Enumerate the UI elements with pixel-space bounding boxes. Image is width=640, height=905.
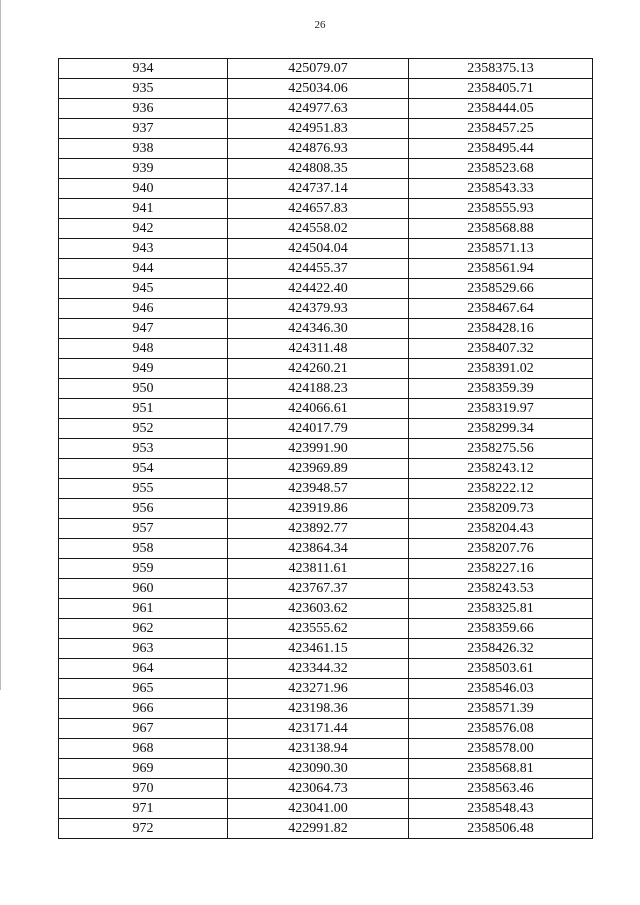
coordinates-table-body (59, 59, 593, 839)
x-coordinate-cell: 424346.30 (228, 319, 409, 339)
table-row (59, 199, 593, 219)
table-row (59, 479, 593, 499)
point-number-cell: 960 (59, 579, 228, 599)
y-coordinate-cell: 2358546.03 (409, 679, 593, 699)
point-number-cell: 942 (59, 219, 228, 239)
point-number-cell: 949 (59, 359, 228, 379)
y-coordinate-cell: 2358571.39 (409, 699, 593, 719)
point-number-cell: 941 (59, 199, 228, 219)
x-coordinate-cell: 423767.37 (228, 579, 409, 599)
point-number-cell: 955 (59, 479, 228, 499)
y-coordinate-cell: 2358359.39 (409, 379, 593, 399)
x-coordinate-cell: 423555.62 (228, 619, 409, 639)
x-coordinate-cell: 424422.40 (228, 279, 409, 299)
y-coordinate-cell: 2358571.13 (409, 239, 593, 259)
y-coordinate-cell: 2358243.12 (409, 459, 593, 479)
point-number-cell: 959 (59, 559, 228, 579)
table-row (59, 99, 593, 119)
table-row (59, 619, 593, 639)
x-coordinate-cell: 424737.14 (228, 179, 409, 199)
y-coordinate-cell: 2358275.56 (409, 439, 593, 459)
x-coordinate-cell: 423948.57 (228, 479, 409, 499)
point-number-cell: 953 (59, 439, 228, 459)
table-row (59, 119, 593, 139)
point-number-cell: 948 (59, 339, 228, 359)
point-number-cell: 944 (59, 259, 228, 279)
page-number: 26 (314, 19, 326, 31)
table-row (59, 799, 593, 819)
x-coordinate-cell: 423864.34 (228, 539, 409, 559)
y-coordinate-cell: 2358407.32 (409, 339, 593, 359)
x-coordinate-cell: 423461.15 (228, 639, 409, 659)
point-number-cell: 946 (59, 299, 228, 319)
y-coordinate-cell: 2358428.16 (409, 319, 593, 339)
x-coordinate-cell: 424017.79 (228, 419, 409, 439)
x-coordinate-cell: 424504.04 (228, 239, 409, 259)
point-number-cell: 937 (59, 119, 228, 139)
x-coordinate-cell: 424977.63 (228, 99, 409, 119)
point-number-cell: 954 (59, 459, 228, 479)
point-number-cell: 951 (59, 399, 228, 419)
y-coordinate-cell: 2358227.16 (409, 559, 593, 579)
point-number-cell: 964 (59, 659, 228, 679)
table-row (59, 79, 593, 99)
scan-edge-line (0, 0, 1, 690)
x-coordinate-cell: 425034.06 (228, 79, 409, 99)
table-row (59, 159, 593, 179)
x-coordinate-cell: 425079.07 (228, 59, 409, 79)
point-number-cell: 936 (59, 99, 228, 119)
table-row (59, 639, 593, 659)
table-row (59, 239, 593, 259)
x-coordinate-cell: 424066.61 (228, 399, 409, 419)
x-coordinate-cell: 424876.93 (228, 139, 409, 159)
x-coordinate-cell: 423892.77 (228, 519, 409, 539)
table-row (59, 459, 593, 479)
table-row (59, 779, 593, 799)
table-row (59, 279, 593, 299)
x-coordinate-cell: 424657.83 (228, 199, 409, 219)
table-row (59, 599, 593, 619)
table-row (59, 499, 593, 519)
y-coordinate-cell: 2358576.08 (409, 719, 593, 739)
point-number-cell: 943 (59, 239, 228, 259)
point-number-cell: 970 (59, 779, 228, 799)
table-row (59, 299, 593, 319)
point-number-cell: 969 (59, 759, 228, 779)
table-row (59, 319, 593, 339)
x-coordinate-cell: 424808.35 (228, 159, 409, 179)
x-coordinate-cell: 423991.90 (228, 439, 409, 459)
x-coordinate-cell: 423041.00 (228, 799, 409, 819)
y-coordinate-cell: 2358391.02 (409, 359, 593, 379)
coordinates-table (58, 58, 593, 839)
x-coordinate-cell: 422991.82 (228, 819, 409, 839)
y-coordinate-cell: 2358568.88 (409, 219, 593, 239)
point-number-cell: 968 (59, 739, 228, 759)
table-row (59, 519, 593, 539)
y-coordinate-cell: 2358467.64 (409, 299, 593, 319)
y-coordinate-cell: 2358319.97 (409, 399, 593, 419)
y-coordinate-cell: 2358495.44 (409, 139, 593, 159)
y-coordinate-cell: 2358444.05 (409, 99, 593, 119)
table-row (59, 739, 593, 759)
point-number-cell: 947 (59, 319, 228, 339)
table-row (59, 819, 593, 839)
y-coordinate-cell: 2358563.46 (409, 779, 593, 799)
table-row (59, 339, 593, 359)
point-number-cell: 934 (59, 59, 228, 79)
point-number-cell: 967 (59, 719, 228, 739)
y-coordinate-cell: 2358204.43 (409, 519, 593, 539)
point-number-cell: 957 (59, 519, 228, 539)
x-coordinate-cell: 424379.93 (228, 299, 409, 319)
point-number-cell: 963 (59, 639, 228, 659)
table-row (59, 419, 593, 439)
y-coordinate-cell: 2358375.13 (409, 59, 593, 79)
table-row (59, 659, 593, 679)
point-number-cell: 965 (59, 679, 228, 699)
point-number-cell: 950 (59, 379, 228, 399)
x-coordinate-cell: 423064.73 (228, 779, 409, 799)
x-coordinate-cell: 423811.61 (228, 559, 409, 579)
y-coordinate-cell: 2358555.93 (409, 199, 593, 219)
table-row (59, 579, 593, 599)
x-coordinate-cell: 423171.44 (228, 719, 409, 739)
y-coordinate-cell: 2358222.12 (409, 479, 593, 499)
point-number-cell: 971 (59, 799, 228, 819)
y-coordinate-cell: 2358568.81 (409, 759, 593, 779)
y-coordinate-cell: 2358523.68 (409, 159, 593, 179)
table-row (59, 259, 593, 279)
y-coordinate-cell: 2358543.33 (409, 179, 593, 199)
point-number-cell: 938 (59, 139, 228, 159)
y-coordinate-cell: 2358209.73 (409, 499, 593, 519)
point-number-cell: 939 (59, 159, 228, 179)
point-number-cell: 952 (59, 419, 228, 439)
point-number-cell: 972 (59, 819, 228, 839)
point-number-cell: 966 (59, 699, 228, 719)
y-coordinate-cell: 2358561.94 (409, 259, 593, 279)
table-row (59, 59, 593, 79)
point-number-cell: 956 (59, 499, 228, 519)
table-row (59, 759, 593, 779)
y-coordinate-cell: 2358299.34 (409, 419, 593, 439)
point-number-cell: 945 (59, 279, 228, 299)
point-number-cell: 962 (59, 619, 228, 639)
table-row (59, 379, 593, 399)
y-coordinate-cell: 2358503.61 (409, 659, 593, 679)
table-row (59, 439, 593, 459)
x-coordinate-cell: 424951.83 (228, 119, 409, 139)
x-coordinate-cell: 423919.86 (228, 499, 409, 519)
x-coordinate-cell: 423603.62 (228, 599, 409, 619)
x-coordinate-cell: 424311.48 (228, 339, 409, 359)
table-row (59, 399, 593, 419)
y-coordinate-cell: 2358243.53 (409, 579, 593, 599)
x-coordinate-cell: 424260.21 (228, 359, 409, 379)
y-coordinate-cell: 2358578.00 (409, 739, 593, 759)
x-coordinate-cell: 423271.96 (228, 679, 409, 699)
table-row (59, 179, 593, 199)
y-coordinate-cell: 2358506.48 (409, 819, 593, 839)
table-row (59, 699, 593, 719)
x-coordinate-cell: 424455.37 (228, 259, 409, 279)
y-coordinate-cell: 2358548.43 (409, 799, 593, 819)
table-row (59, 139, 593, 159)
x-coordinate-cell: 423344.32 (228, 659, 409, 679)
x-coordinate-cell: 423090.30 (228, 759, 409, 779)
table-row (59, 559, 593, 579)
y-coordinate-cell: 2358207.76 (409, 539, 593, 559)
x-coordinate-cell: 424188.23 (228, 379, 409, 399)
x-coordinate-cell: 424558.02 (228, 219, 409, 239)
y-coordinate-cell: 2358529.66 (409, 279, 593, 299)
table-row (59, 679, 593, 699)
point-number-cell: 961 (59, 599, 228, 619)
point-number-cell: 958 (59, 539, 228, 559)
y-coordinate-cell: 2358359.66 (409, 619, 593, 639)
x-coordinate-cell: 423198.36 (228, 699, 409, 719)
x-coordinate-cell: 423138.94 (228, 739, 409, 759)
y-coordinate-cell: 2358457.25 (409, 119, 593, 139)
y-coordinate-cell: 2358325.81 (409, 599, 593, 619)
x-coordinate-cell: 423969.89 (228, 459, 409, 479)
y-coordinate-cell: 2358426.32 (409, 639, 593, 659)
table-row (59, 719, 593, 739)
point-number-cell: 940 (59, 179, 228, 199)
table-row (59, 359, 593, 379)
point-number-cell: 935 (59, 79, 228, 99)
table-row (59, 539, 593, 559)
y-coordinate-cell: 2358405.71 (409, 79, 593, 99)
table-row (59, 219, 593, 239)
